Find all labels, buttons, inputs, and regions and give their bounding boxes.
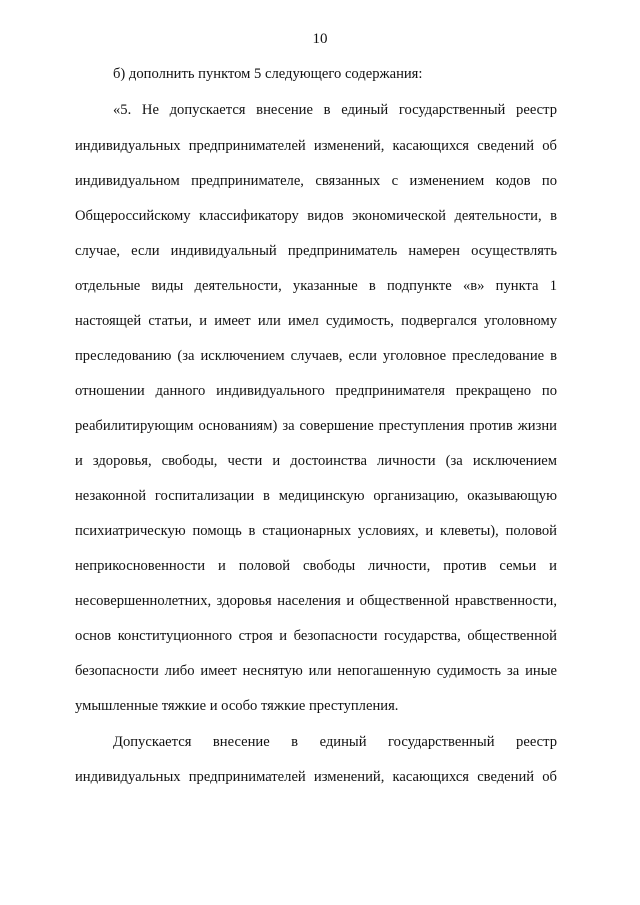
text-line: психиатрическую помощь в стационарных условиях, и клеветы), половой [75,523,557,539]
text-line: неприкосновенности и половой свободы личности, против семьи и [75,558,557,574]
text-line: случае, если индивидуальный предприниматель намерен осуществлять [75,243,557,259]
text-line: Допускается внесение в единый государственный реестр [113,734,557,750]
text-line: умышленные тяжкие и особо тяжкие преступления. [75,698,399,714]
text-line: несовершеннолетних, здоровья населения и общественной нравственности, [75,593,557,609]
text-line: отдельные виды деятельности, указанные в подпункте «в» пункта 1 [75,278,557,294]
text-line: основ конституционного строя и безопасности государства, общественной [75,628,557,644]
text-line: «5. Не допускается внесение в единый государственный реестр [113,102,557,118]
text-line: индивидуальных предпринимателей изменений, касающихся сведений об [75,138,557,154]
text-line: незаконной госпитализации в медицинскую организацию, оказывающую [75,488,557,504]
text-line: безопасности либо имеет неснятую или непогашенную судимость за иные [75,663,557,679]
text-line: настоящей статьи, и имеет или имел судимость, подвергался уголовному [75,313,557,329]
text-line: отношении данного индивидуального предпринимателя прекращено по [75,383,557,399]
text-line: Общероссийскому классификатору видов экономической деятельности, в [75,208,557,224]
page-number: 10 [312,31,328,47]
text-line: индивидуальном предпринимателе, связанных с изменением кодов по [75,173,557,189]
text-line: реабилитирующим основаниям) за совершение преступления против жизни [75,418,557,434]
text-line: б) дополнить пунктом 5 следующего содержания: [113,66,423,82]
text-line: преследованию (за исключением случаев, если уголовное преследование в [75,348,557,364]
text-line: и здоровья, свободы, чести и достоинства личности (за исключением [75,453,557,469]
text-line: индивидуальных предпринимателей изменений, касающихся сведений об [75,769,557,785]
